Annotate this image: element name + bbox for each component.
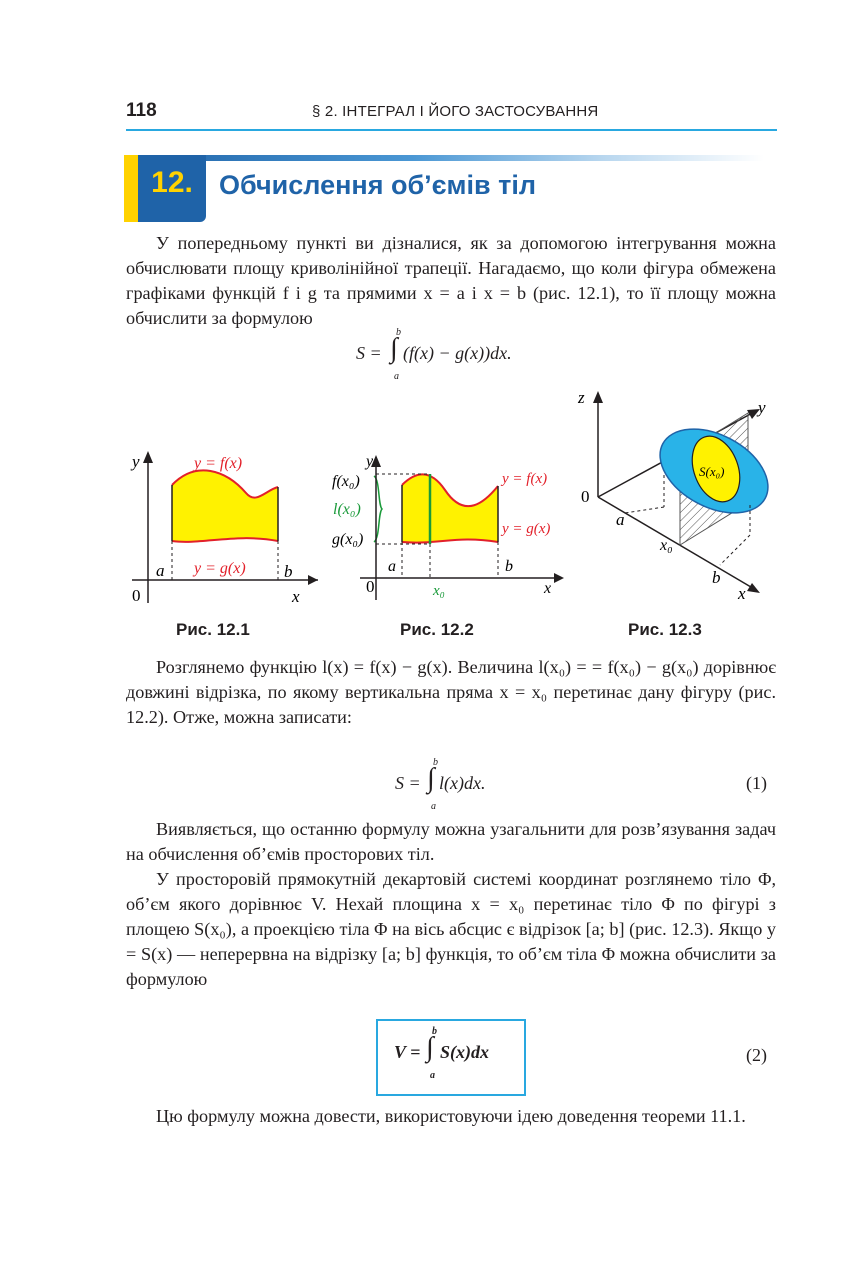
- formula-lhs: S =: [356, 343, 382, 363]
- fig1-label-g: y = g(x): [194, 560, 246, 577]
- formula-area: [356, 327, 576, 389]
- fig2-label-lx0: l(x₀): [333, 501, 361, 518]
- equation-2: [394, 1026, 524, 1081]
- integral-upper-limit: b: [433, 757, 438, 768]
- formula-body: (f(x) − g(x))dx.: [403, 343, 512, 363]
- fig3-label-y: y: [758, 398, 766, 417]
- fig3-label-section: S(x₀): [699, 464, 725, 479]
- fig1-label-x: x: [292, 587, 300, 606]
- integral-upper-limit: b: [396, 327, 401, 338]
- figure-12-2: [330, 450, 570, 605]
- figure-12-1-caption: Рис. 12.1: [176, 620, 250, 639]
- integral-lower-limit: a: [431, 801, 436, 812]
- fig3-label-b: b: [712, 568, 721, 587]
- header-divider: [126, 129, 777, 131]
- fig2-brace: [374, 476, 382, 542]
- paragraph-generalize: [126, 817, 776, 992]
- fig3-label-a: a: [616, 510, 625, 529]
- eq1-lhs: S =: [395, 773, 421, 793]
- fig3-x-arrow: [747, 583, 760, 593]
- equation-1: [395, 757, 555, 815]
- integral-sign: ∫: [390, 333, 398, 364]
- fig2-label-g: y = g(x): [502, 521, 551, 537]
- fig1-label-origin: 0: [132, 586, 141, 605]
- integral-sign: ∫: [427, 763, 435, 794]
- title-gradient-bar: [124, 155, 764, 161]
- page-number: 118: [126, 100, 157, 121]
- paragraph-text: У попередньому пункті ви дізналися, як за допомогою інтегрування можна обчислювати площу криволінійної трапеції. Нагадаємо, що коли фігура обмежена графіками функцій f і g та прямими x = a і x = b (рис. 12.1), то її площу можна обчислити за формулою: [126, 233, 776, 328]
- fig3-label-origin: 0: [581, 487, 590, 506]
- integral-sign: ∫: [426, 1032, 434, 1063]
- fig1-x-arrow: [308, 575, 318, 585]
- integral-lower-limit: a: [394, 371, 399, 382]
- eq2-lhs: V =: [394, 1042, 421, 1062]
- fig2-label-b: b: [505, 558, 513, 575]
- fig2-label-x: x: [544, 580, 552, 597]
- fig3-label-x0: x₀: [660, 537, 673, 554]
- fig3-dash-4: [720, 535, 750, 565]
- title-tab-accent: [124, 155, 138, 222]
- fig3-label-z: z: [578, 388, 585, 407]
- figure-12-1: [126, 445, 326, 610]
- paragraph-text: У просторовій прямокутній декартовій системі координат розглянемо тіло Φ, об’єм якого дорівнює V. Нехай площина x = x₀ перетинає тіло Φ по фігурі з площею S(x₀), а проекцією тіла Φ на вісь абсцис є відрізок [a; b] (рис. 12.3). Якщо y = S(x) — неперервна на відрізку [a; b] функція, то об’єм тіла Φ можна обчислити за формулою: [126, 869, 776, 989]
- fig3-z-arrow: [593, 391, 603, 403]
- paragraph-text: Розглянемо функцію l(x) = f(x) − g(x). Величина l(x₀) = = f(x₀) − g(x₀) дорівнює довжині відрізка, по якому вертикальна пряма x = x₀ перетинає дану фігуру (рис. 12.2). Отже, можна записати:: [126, 657, 776, 727]
- fig1-region: [172, 470, 278, 541]
- fig2-label-y: y: [366, 453, 374, 470]
- fig2-label-origin: 0: [366, 577, 375, 596]
- figure-12-3-caption: Рис. 12.3: [628, 620, 702, 639]
- paragraph-text: Виявляється, що останню формулу можна узагальнити для розв’язування задач на обчислення об’ємів просторових тіл.: [126, 819, 776, 864]
- paragraph-proof-note: [126, 1104, 776, 1129]
- integral-lower-limit: a: [430, 1070, 435, 1081]
- section-title: Обчислення об’ємів тіл: [219, 170, 537, 200]
- figure-12-2-caption: Рис. 12.2: [400, 620, 474, 639]
- fig2-label-x0: x₀: [433, 583, 445, 599]
- fig2-label-a: a: [388, 558, 396, 575]
- equation-1-number: (1): [746, 773, 767, 793]
- fig1-y-arrow: [143, 451, 153, 463]
- fig1-label-a: a: [156, 561, 165, 580]
- fig1-label-b: b: [284, 562, 293, 581]
- section-number: 12.: [151, 166, 193, 199]
- fig3-dash-2: [625, 507, 664, 513]
- fig2-x-arrow: [554, 573, 564, 583]
- eq1-body: l(x)dx.: [439, 773, 486, 793]
- fig1-label-f: y = f(x): [194, 455, 243, 472]
- paragraph-text: Цю формулу можна довести, використовуючи ідею доведення теореми 11.1.: [156, 1106, 746, 1126]
- fig2-label-gx0: g(x₀): [332, 531, 364, 548]
- fig2-label-f: y = f(x): [502, 471, 548, 487]
- running-header: § 2. ІНТЕГРАЛ І ЙОГО ЗАСТОСУВАННЯ: [312, 103, 599, 120]
- fig2-label-fx0: f(x₀): [332, 473, 360, 490]
- paragraph-intro: [126, 231, 776, 331]
- figure-12-3: [570, 385, 785, 610]
- fig3-label-x: x: [738, 584, 746, 603]
- fig2-region: [402, 474, 498, 542]
- fig1-label-y: y: [132, 452, 140, 471]
- eq2-body: S(x)dx: [440, 1042, 489, 1062]
- paragraph-function-l: [126, 655, 776, 730]
- equation-2-number: (2): [746, 1045, 767, 1065]
- integral-upper-limit: b: [432, 1026, 437, 1037]
